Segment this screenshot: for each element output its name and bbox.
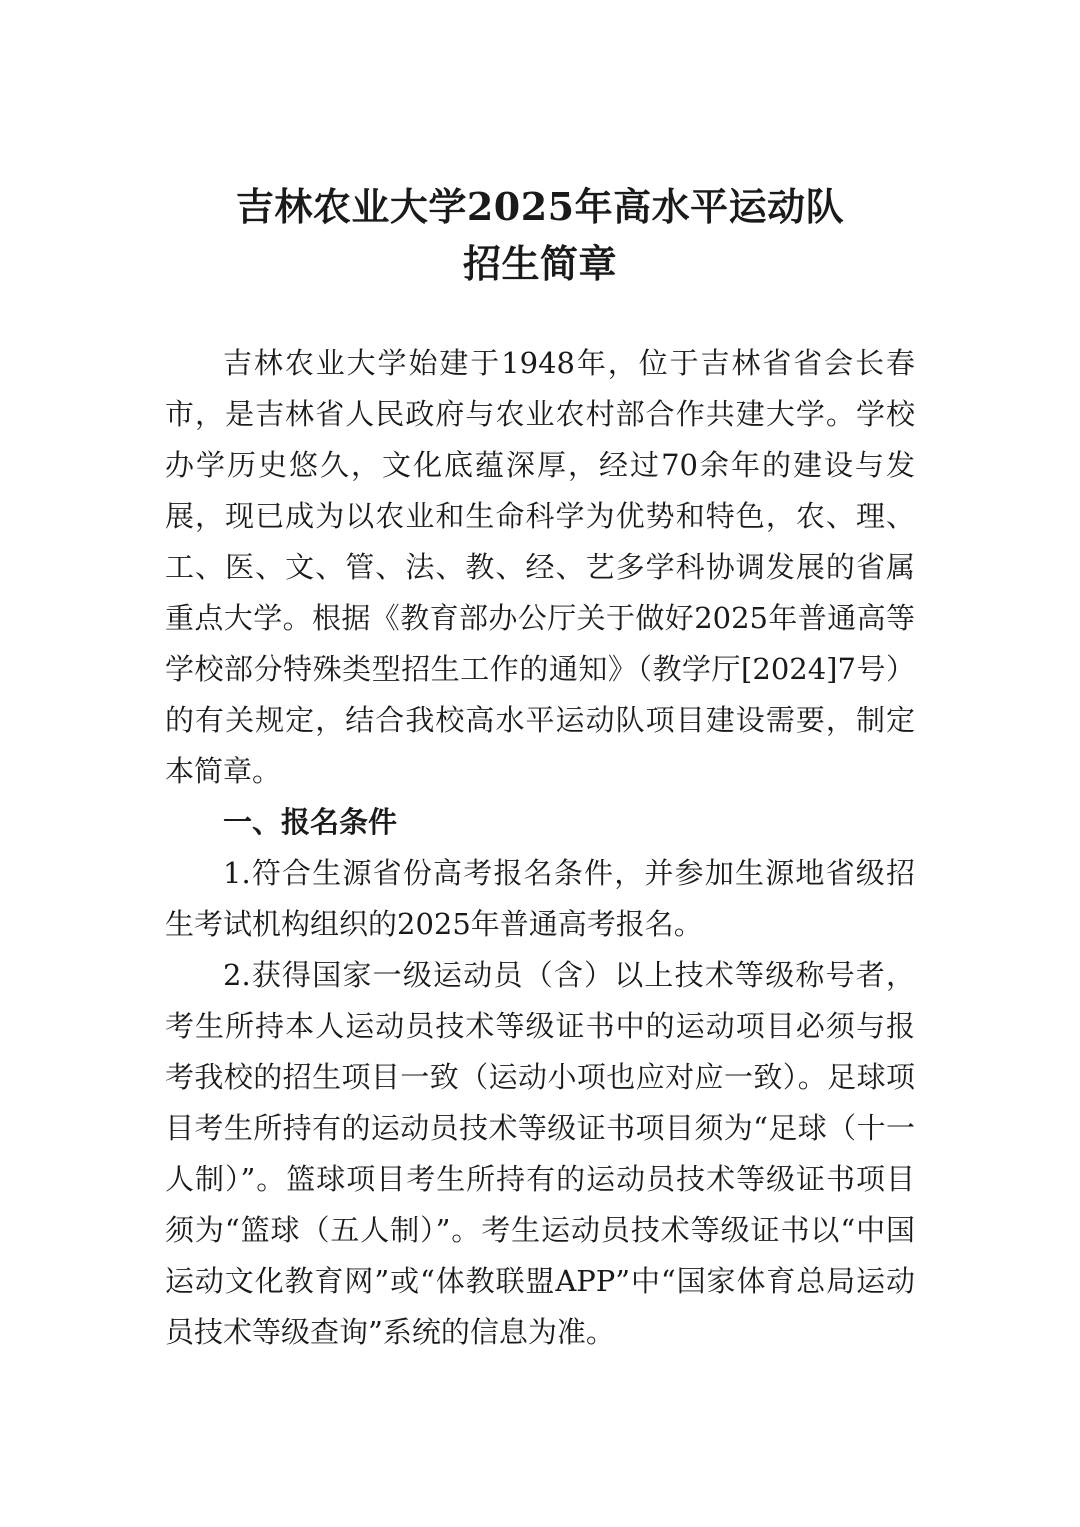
condition-item-2: 2.获得国家一级运动员（含）以上技术等级称号者，考生所持本人运动员技术等级证书中的运动项目必须与报考我校的招生项目一致（运动小项也应对应一致）。足球项目考生所持有的运动员技术等级证书项目须为“足球（十一人制）”。篮球项目考生所持有的运动员技术等级证书项目须为“篮球（五人制）”。考生运动员技术等级证书以“中国运动文化教育网”或“体教联盟APP”中“国家体育总局运动员技术等级查询”系统的信息为准。 <box>165 958 915 1349</box>
document-body <box>165 338 915 1358</box>
title-line-2: 招生简章 <box>462 241 617 286</box>
condition-item-1: 1.符合生源省份高考报名条件，并参加生源地省级招生考试机构组织的2025年普通高考报名。 <box>165 856 915 941</box>
intro-paragraph: 吉林农业大学始建于1948年，位于吉林省省会长春市，是吉林省人民政府与农业农村部合作共建大学。学校办学历史悠久，文化底蕴深厚，经过70余年的建设与发展，现已成为以农业和生命科学为优势和特色，农、理、工、医、文、管、法、教、经、艺多学科协调发展的省属重点大学。根据《教育部办公厅关于做好2025年普通高等学校部分特殊类型招生工作的通知》（教学厅[2024]7号）的有关规定，结合我校高水平运动队项目建设需要，制定本简章。 <box>165 346 915 788</box>
title-line-1: 吉林农业大学2025年高水平运动队 <box>235 184 845 229</box>
document-title <box>0 178 1080 292</box>
section-heading-registration: 一、报名条件 <box>223 805 398 839</box>
